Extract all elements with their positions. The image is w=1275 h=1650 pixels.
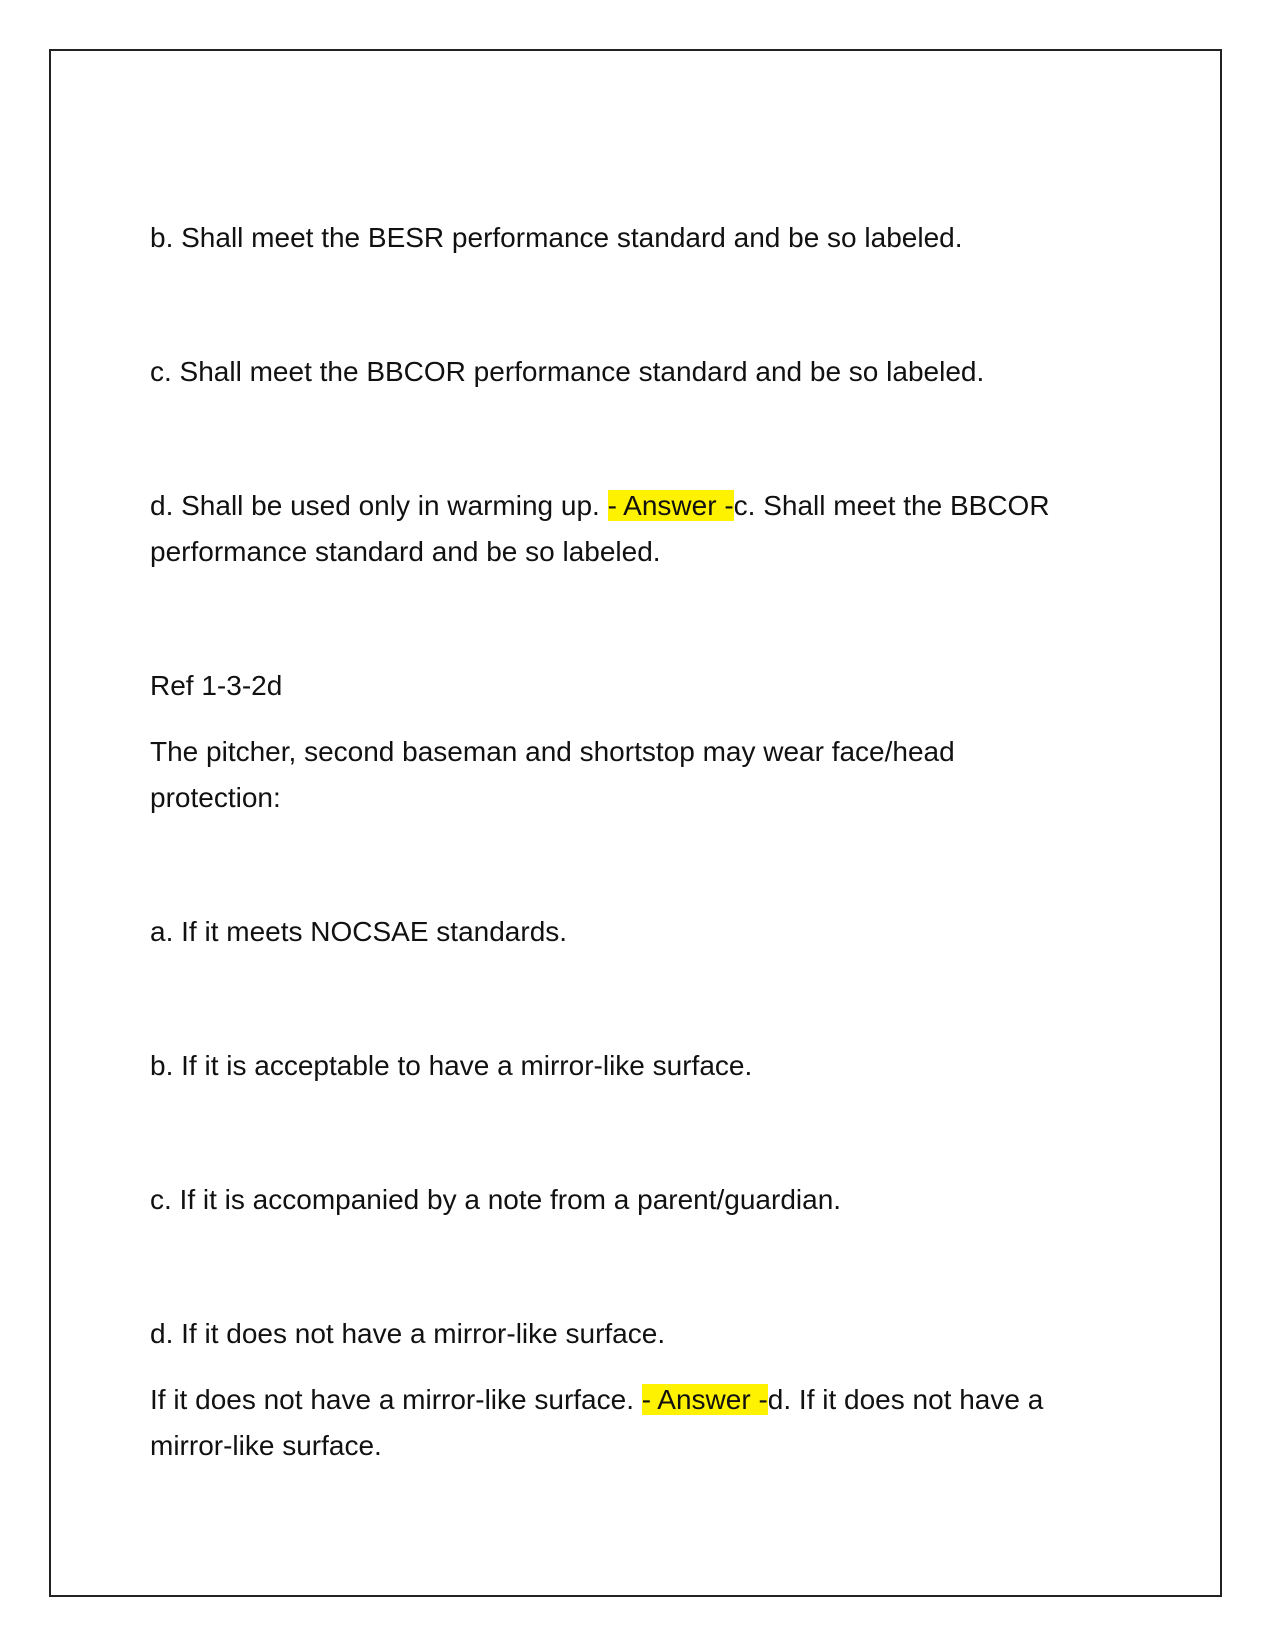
q1-answer-text: c. Shall meet the BBCOR	[733, 490, 1050, 521]
q2-option-d: d. If it does not have a mirror-like surface.	[150, 1318, 666, 1349]
q1-option-d: d. Shall be used only in warming up.	[150, 490, 608, 521]
page-border	[49, 49, 1222, 1597]
q1-option-b: b. Shall meet the BESR performance standard and be so labeled.	[150, 222, 963, 253]
q2-answer-line	[150, 1377, 1140, 1423]
q2-answer-marker: - Answer -	[641, 1384, 768, 1415]
q1-option-d-answer-line	[150, 483, 1140, 529]
q2-question-line-2: protection:	[150, 782, 281, 813]
q2-answer-continuation: mirror-like surface.	[150, 1430, 382, 1461]
q2-reference: Ref 1-3-2d	[150, 670, 283, 701]
q1-option-c: c. Shall meet the BBCOR performance standard and be so labeled.	[150, 356, 985, 387]
q2-question-line-1: The pitcher, second baseman and shortstop may wear face/head	[150, 736, 955, 767]
q2-option-b: b. If it is acceptable to have a mirror-like surface.	[150, 1050, 753, 1081]
q2-answer-text: d. If it does not have a	[767, 1384, 1044, 1415]
q2-answer-prefix: If it does not have a mirror-like surface.	[150, 1384, 642, 1415]
q1-answer-continuation: performance standard and be so labeled.	[150, 536, 661, 567]
q2-option-c: c. If it is accompanied by a note from a parent/guardian.	[150, 1184, 842, 1215]
q1-answer-marker: - Answer -	[607, 490, 734, 521]
q2-option-a: a. If it meets NOCSAE standards.	[150, 916, 568, 947]
